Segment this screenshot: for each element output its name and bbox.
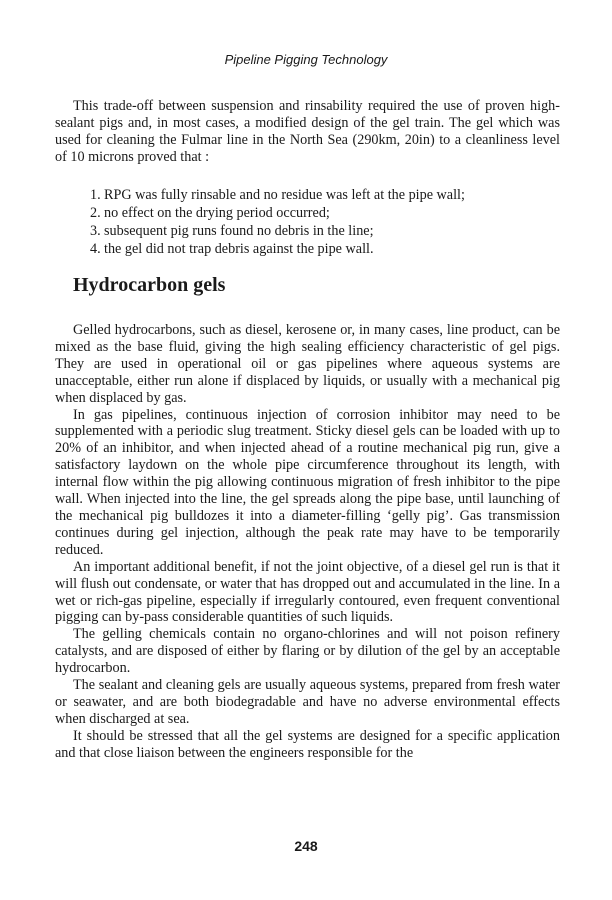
body-paragraph: In gas pipelines, continuous injection of corrosion inhibitor may need to be supplemented with a periodic slug treatment. Sticky diesel gels can be loaded with up to 20% of an inhibitor, and when injected ahead of a routine mechanical pig run, give a satisfactory laydown on the whole pipe circumference throughout its length, with internal flow within the pig allowing continuous migration of fresh inhibitor to the pipe wall. When injected into the line, the gel spreads along the pipe base, until launching of the mechanical pig bulldozes it into a diameter-filling ‘gelly pig’. Gas transmission continues during gel injection, although the peak rate may have to be temporarily reduced. bbox=[55, 406, 560, 558]
list-item-text: subsequent pig runs found no debris in the line; bbox=[104, 223, 374, 239]
list-item bbox=[90, 222, 560, 240]
list-item-number: 3. bbox=[90, 223, 101, 239]
list-item bbox=[90, 204, 560, 222]
running-head: Pipeline Pigging Technology bbox=[224, 52, 388, 67]
body-paragraph: It should be stressed that all the gel systems are designed for a specific application and that close liaison between the engineers responsible for the bbox=[55, 727, 560, 761]
list-item bbox=[90, 240, 560, 258]
list-item-number: 2. bbox=[90, 205, 101, 221]
list-item-text: the gel did not trap debris against the pipe wall. bbox=[104, 241, 374, 257]
body-paragraph: The gelling chemicals contain no organo-chlorines and will not poison refinery catalysts, and are disposed of either by flaring or by dilution of the gel by an acceptable hydrocarbon. bbox=[55, 626, 560, 677]
body-paragraph: The sealant and cleaning gels are usually aqueous systems, prepared from fresh water or seawater, and are both biodegradable and have no adverse environmental effects when discharged at sea. bbox=[55, 677, 560, 727]
list-item-text: RPG was fully rinsable and no residue was left at the pipe wall; bbox=[104, 187, 465, 203]
list-item-number: 4. bbox=[90, 241, 101, 257]
list-item-number: 1. bbox=[90, 187, 101, 203]
numbered-list bbox=[90, 186, 560, 258]
section-body bbox=[55, 322, 560, 762]
list-item bbox=[90, 186, 560, 204]
body-paragraph: Gelled hydrocarbons, such as diesel, kerosene or, in many cases, line product, can be mixed as the base fluid, giving the high sealing efficiency characteristic of gel pigs. They are used in operational oil or gas pipelines where aqueous systems are unacceptable, either run alone if displaced by liquids, or usually with a mechanical pig when displaced by gas. bbox=[55, 322, 560, 406]
body-paragraph: An important additional benefit, if not the joint objective, of a diesel gel run is that it will flush out condensate, or water that has dropped out and accumulated in the line. In a wet or rich-gas pipeline, especially if irregularly contoured, even frequent conventional pigging can by-pass considerable quantities of such liquids. bbox=[55, 558, 560, 626]
intro-paragraph: This trade-off between suspension and rinsability required the use of proven high-sealant pigs and, in most cases, a modified design of the gel train. The gel which was used for cleaning the Fulmar line in the North Sea (290km, 20in) to a cleanliness level of 10 microns proved that : bbox=[55, 98, 560, 165]
section-heading: Hydrocarbon gels bbox=[73, 274, 226, 296]
page-number: 248 bbox=[294, 838, 318, 854]
list-item-text: no effect on the drying period occurred; bbox=[104, 205, 330, 221]
